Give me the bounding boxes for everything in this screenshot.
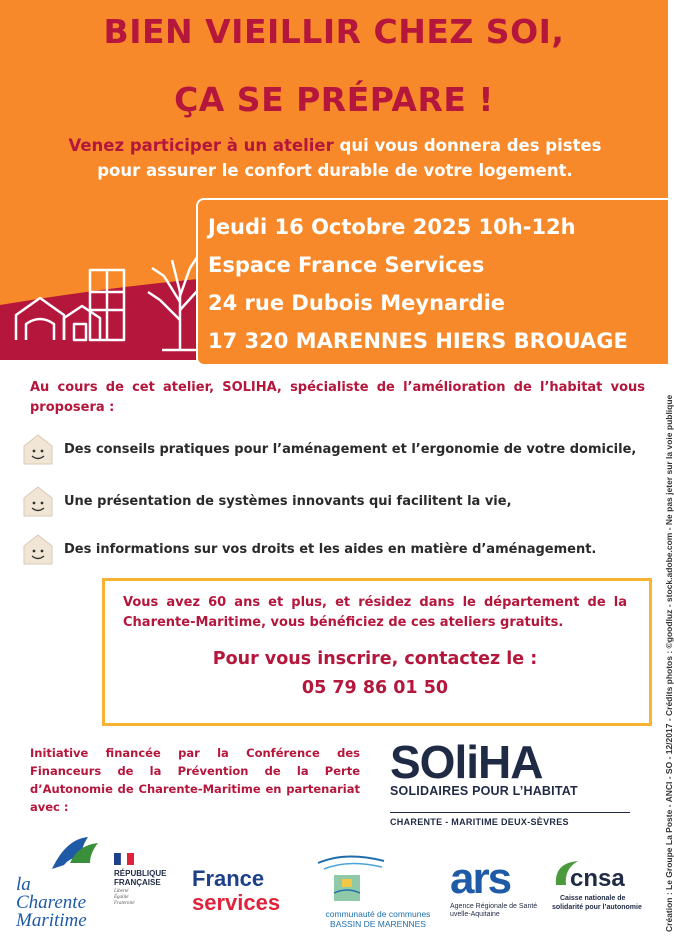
smiley-house-icon [22, 532, 54, 566]
houses-tree-illustration [12, 210, 202, 360]
ars-name: ars [450, 854, 511, 903]
phone-number[interactable]: 05 79 86 01 50 [301, 678, 449, 698]
charente-line-1: la [16, 874, 31, 895]
charente-line-3: Maritime [16, 910, 87, 931]
workshop-description: Au cours de cet atelier, SOLIHA, spécialiste de l’amélioration de l’habitat vous proposera : [30, 380, 645, 415]
headline-line-1: BIEN VIEILLIR CHEZ SOI, [103, 12, 565, 51]
cnsa-line-2: solidarité pour l’autonomie [552, 904, 642, 911]
rf-motto-3: Fraternité [114, 901, 135, 906]
headline-line-2: ÇA SE PRÉPARE ! [174, 80, 494, 119]
side-credit-text: Création : Le Groupe La Poste - ANCI - SO - 12/2017 - Crédits photos : ©goodluz - stock.adobe.com - Ne pas jeter sur la voie publique [664, 394, 674, 932]
event-venue: Espace France Services [208, 253, 485, 277]
charente-line-2: Charente [16, 892, 87, 913]
bullet-text: Une présentation de systèmes innovants qui facilitent la vie, [64, 493, 512, 509]
flag-icon [114, 853, 134, 865]
intro-line-2: pour assurer le confort durable de votre logement. [97, 161, 573, 180]
hero-banner [0, 0, 668, 360]
event-date: Jeudi 16 Octobre 2025 10h-12h [208, 215, 576, 239]
bullet-text: Des informations sur vos droits et les aides en matière d’aménagement. [64, 541, 597, 557]
ars-logo [450, 854, 550, 929]
smiley-house-icon [22, 432, 54, 466]
rf-line-2: FRANÇAISE [114, 878, 161, 887]
intro-text [40, 133, 630, 183]
france-services-logo [192, 867, 302, 923]
event-city: 17 320 MARENNES HIERS BROUAGE [208, 329, 628, 353]
rf-motto-1: Liberté [114, 889, 129, 894]
partner-logos [0, 835, 668, 940]
event-street: 24 rue Dubois Meynardie [208, 291, 506, 315]
soliha-region: CHARENTE - MARITIME DEUX-SÈVRES [390, 817, 569, 827]
list-item [22, 432, 662, 466]
rf-line-1: RÉPUBLIQUE [114, 869, 167, 878]
soliha-logo [390, 738, 660, 808]
smiley-house-icon [22, 484, 54, 518]
rf-motto-2: Égalité [114, 895, 129, 900]
ars-line-2: uvelle-Aquitaine [450, 911, 500, 918]
registration-box [102, 578, 652, 726]
soliha-tagline: SOLIDAIRES POUR L’HABITAT [390, 784, 578, 798]
eligibility-text: Vous avez 60 ans et plus, et résidez dans le département de la Charente-Maritime, vous bénéficiez de ces ateliers gratuits. [123, 595, 627, 630]
cnsa-line-1: Caisse nationale de [560, 895, 626, 902]
event-info-box [196, 198, 668, 366]
bullet-text: Des conseils pratiques pour l’aménagement et l’ergonomie de votre domicile, [64, 441, 637, 457]
fs-line-1: France [192, 866, 265, 891]
soliha-name: SOliHA [390, 736, 543, 788]
soliha-divider [390, 812, 630, 813]
cnsa-name: cnsa [570, 865, 625, 892]
cc-line-1: communauté de communes [325, 909, 431, 919]
bird-icon [44, 835, 104, 875]
sea-waves-icon [316, 853, 386, 907]
intro-rest: qui vous donnera des pistes [333, 136, 602, 155]
list-item [22, 484, 662, 518]
fs-line-2: services [192, 890, 281, 915]
republique-francaise-logo [114, 853, 184, 923]
cnsa-logo [552, 859, 652, 931]
communaute-communes-logo [312, 853, 444, 933]
cc-line-2: BASSIN DE MARENNES [330, 919, 426, 929]
charente-maritime-logo [12, 835, 112, 935]
intro-highlight: Venez participer à un atelier [68, 136, 334, 155]
registration-cta: Pour vous inscrire, contactez le : [212, 649, 538, 669]
funding-statement: Initiative financée par la Conférence des Financeurs de la Prévention de la Perte d’Autonomie de Charente-Maritime en partenariat avec : [30, 746, 360, 814]
list-item [22, 532, 662, 566]
ars-line-1: Agence Régionale de Santé [450, 903, 538, 910]
